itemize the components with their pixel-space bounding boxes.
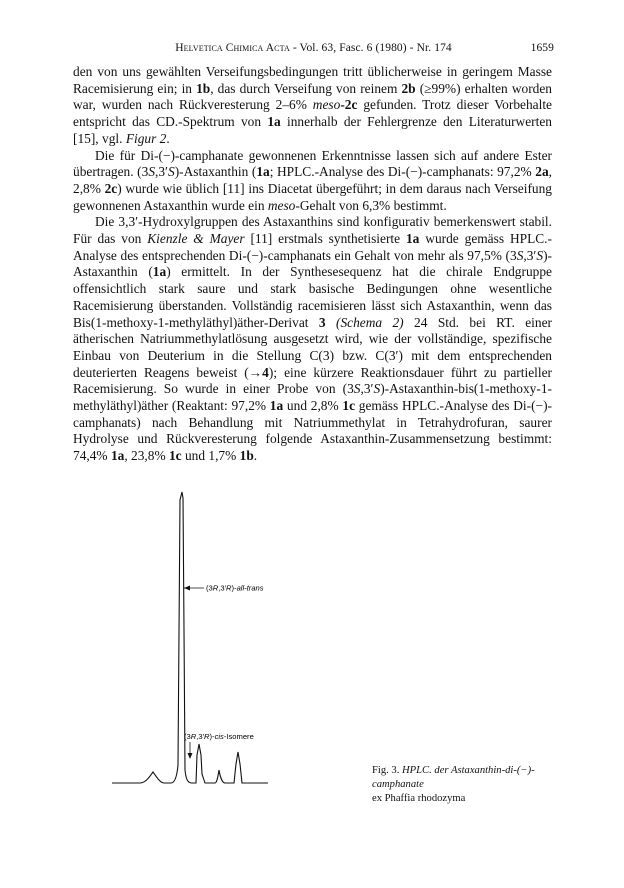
compound-ref: 3 xyxy=(318,314,326,330)
text-run: , 2,8% xyxy=(73,164,552,196)
text-run: ) ermittelt. In der Synthesesequenz hat die chirale Endgruppe offensichtlich stark saure und stark basische Bedingungen ohne wesentliche Racemisierung überstanden. Vollständig racemisieren lässt sich Astaxanthin, wenn das Bis(1-methoxy-1-methyläthyl)äther-Derivat xyxy=(73,264,552,330)
italic-text: meso xyxy=(267,197,296,213)
text-run: ) wurde wie üblich [11] ins Diacetat übergeführt; in dem daraus nach Verseifung gewonnenen Astaxanthin wurde ein xyxy=(73,180,552,213)
compound-ref: 1b xyxy=(239,448,254,464)
text-run: )-Astaxanthin ( xyxy=(174,164,257,180)
text-run: den von uns gewählten Verseifungsbedingungen tritt üblicherweise in geringem Masse Racemisierung ein; in xyxy=(73,64,552,96)
arrow-head-cis xyxy=(188,753,193,759)
arrow-head-main xyxy=(184,586,190,591)
paragraph xyxy=(73,64,552,148)
italic-text: Kienzle & Mayer xyxy=(147,231,245,247)
text-run: , das durch Verseifung von reinem xyxy=(210,80,402,96)
paragraph xyxy=(73,148,552,215)
italic-text: S xyxy=(148,164,156,180)
caption-number: Fig. 3. xyxy=(372,765,400,776)
text-run: )-Astaxanthin-bis(1-methoxy-1-methyläthyl)äther (Reaktant: 97,2% xyxy=(73,381,552,414)
compound-ref: -2c xyxy=(340,97,358,113)
compound-ref: 1c xyxy=(168,448,182,464)
paragraph xyxy=(73,214,552,465)
text-run: wurde gemäss HPLC.-Analyse des entsprechenden Di-(−)-camphanats ein Gehalt von mehr als 97,5% (3 xyxy=(73,231,552,263)
compound-ref: 1a xyxy=(110,448,125,464)
text-run: ,3′ xyxy=(155,164,168,180)
caption-title: HPLC. der Astaxanthin-di-(−)-camphanate xyxy=(372,765,535,790)
text-run: , 23,8% xyxy=(124,448,169,464)
italic-text: S xyxy=(516,247,524,263)
compound-ref: 1a xyxy=(152,264,167,280)
text-run: )-Astaxanthin ( xyxy=(73,247,552,280)
page-number: 1659 xyxy=(530,42,554,54)
compound-ref: 1a xyxy=(405,231,420,247)
text-run: innerhalb der Fehlergrenze den Literaturwerten [15], vgl. xyxy=(73,114,552,146)
italic-text: S xyxy=(353,381,361,397)
hplc-chromatogram xyxy=(0,480,624,810)
compound-ref: 4 xyxy=(262,364,269,380)
text-run: 24 Std. bei RT. einer ätherischen Natriummethylatlösung ausgesetzt wird, wie der vollständige, spezifische Einbau von Deuterium in die Stellung C(3) bzw. C(3′) mit dem entsprechenden deuterierten Reagens beweist (→ xyxy=(73,314,552,380)
text-run: ,3′ xyxy=(360,381,374,397)
figure-caption xyxy=(372,764,572,806)
italic-text: S xyxy=(373,381,381,397)
journal-name: Helvetica Chimica Acta xyxy=(175,42,290,54)
text-run xyxy=(326,315,336,330)
text-run: Die für Di-(−)-camphanate gewonnenen Erkenntnisse lassen sich auf andere Ester übertragen. (3 xyxy=(73,147,552,180)
italic-text: (Schema 2) xyxy=(335,314,404,330)
body-text xyxy=(73,64,552,465)
italic-text: S xyxy=(536,247,544,263)
text-run: gemäss HPLC.-Analyse des Di-(−)-camphanats) nach Behandlung mit Natriummethylat in Tetrahydrofuran, saurer Hydrolyse und Rückveresterung folgende Astaxanthin-Zusammensetzung bestimmt: 74,4% xyxy=(73,398,552,464)
text-run: und 1,7% xyxy=(181,448,240,464)
compound-ref: 1b xyxy=(196,80,211,96)
text-run: ); eine kürzere Reaktionsdauer führt zu partieller Racemisierung. So wurde in einer Probe von (3 xyxy=(73,364,552,397)
compound-ref: 1a xyxy=(269,398,284,414)
text-run: . xyxy=(253,448,258,464)
text-run: Die 3,3′-Hydroxylgruppen des Astaxanthins sind konfigurativ bemerkenswert stabil. Für das von xyxy=(73,214,552,247)
peak-label-cis: (3R,3′R)-cis-Isomere xyxy=(184,732,254,741)
compound-ref: 2a xyxy=(535,164,549,180)
compound-ref: 1a xyxy=(267,114,281,130)
peak-label-all-trans: (3R,3′R)-all-trans xyxy=(206,583,264,593)
compound-ref: 2c xyxy=(104,180,118,196)
italic-text: meso xyxy=(312,97,341,113)
italic-text: Figur 2 xyxy=(125,130,167,146)
text-run: und 2,8% xyxy=(283,398,343,414)
text-run: gefunden. Trotz dieser Vorbehalte entspricht das CD.-Spektrum von xyxy=(73,97,552,130)
running-header xyxy=(73,42,554,54)
text-run: . xyxy=(166,130,170,146)
text-run: (≥99%) erhalten worden war, wurden nach Rückveresterung 2–6% xyxy=(73,80,552,113)
text-run: -Gehalt von 6,3% bestimmt. xyxy=(295,197,447,213)
journal-citation xyxy=(73,42,554,54)
compound-ref: 2b xyxy=(401,80,416,96)
compound-ref: 1c xyxy=(342,398,356,414)
text-run: ,3′ xyxy=(523,247,537,263)
text-run: [11] erstmals synthetisierte xyxy=(244,231,406,247)
volume-info: - Vol. 63, Fasc. 6 (1980) - Nr. 174 xyxy=(292,42,452,54)
italic-text: S xyxy=(168,164,175,180)
caption-source: ex Phaffia rhodozyma xyxy=(372,793,466,804)
text-run: ; HPLC.-Analyse des Di-(−)-camphanats: 97,2% xyxy=(269,164,536,180)
compound-ref: 1a xyxy=(256,164,270,180)
